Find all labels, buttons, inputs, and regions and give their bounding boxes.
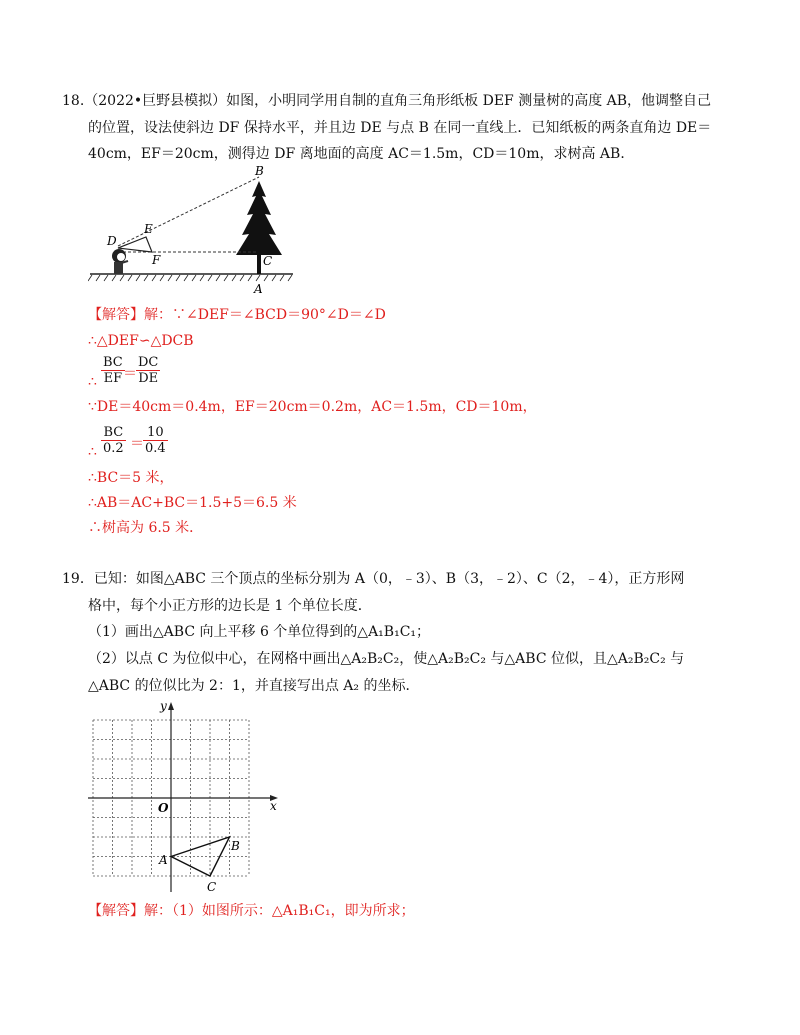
label-C: C xyxy=(263,254,273,268)
fraction-numerator: 10 xyxy=(143,425,168,441)
q18-answer-line-1: 【解答】解：∵∠DEF＝∠BCD＝90°∠D＝∠D xyxy=(88,307,386,323)
q18-line-3: 40cm，EF＝20cm，测得边 DF 离地面的高度 AC＝1.5m，CD＝10m，求树高 AB． xyxy=(88,146,635,162)
vertex-A-label: A xyxy=(159,853,168,867)
q19-line-1: 19．已知：如图△ABC 三个顶点的坐标分别为 A（0，﹣3）、B（3，﹣2）、C（2，﹣4），正方形网 xyxy=(62,571,685,587)
fraction-bc-over-ef xyxy=(101,355,125,386)
x-axis-label: x xyxy=(270,799,277,813)
person-icon xyxy=(112,249,128,274)
equals-sign-2: ＝ xyxy=(130,436,144,452)
fraction-numerator: BC xyxy=(103,355,123,370)
q19-line-2: 格中，每个小正方形的边长是 1 个单位长度． xyxy=(88,598,372,614)
q19-line-5: △ABC 的位似比为 2：1，并直接写出点 A₂ 的坐标． xyxy=(88,678,420,694)
fraction-bc-over-0.2 xyxy=(101,425,126,456)
origin-label: O xyxy=(158,801,169,815)
q19-answer-line-1: 【解答】解：（1）如图所示：△A₁B₁C₁，即为所求； xyxy=(88,903,415,919)
y-axis-label: y xyxy=(160,700,167,713)
label-D: D xyxy=(107,234,117,248)
coordinate-grid-figure xyxy=(88,700,288,895)
fraction-numerator: DC xyxy=(138,355,159,370)
q19-line-4: （2）以点 C 为位似中心，在网格中画出△A₂B₂C₂，使△A₂B₂C₂ 与△ABC 位似，且△A₂B₂C₂ 与 xyxy=(88,651,685,667)
vertex-C-label: C xyxy=(207,880,217,894)
fraction-10-over-0.4 xyxy=(143,425,168,456)
q18-line-2: 的位置，设法使斜边 DF 保持水平，并且边 DE 与点 B 在同一直线上．已知纸板的两条直角边 DE＝ xyxy=(88,120,712,136)
label-B: B xyxy=(255,165,264,178)
q18-answer-line-8: ∴树高为 6.5 米． xyxy=(88,520,204,536)
fraction-numerator: BC xyxy=(101,425,126,441)
vertex-B-label: B xyxy=(231,839,240,853)
therefore-symbol-1: ∴ xyxy=(88,374,97,390)
tree-icon xyxy=(236,181,282,274)
label-E: E xyxy=(144,222,153,236)
fraction-denominator: DE xyxy=(138,371,159,386)
tree-measurement-figure xyxy=(88,165,298,300)
fraction-dc-over-de xyxy=(136,355,160,386)
fraction-denominator: 0.2 xyxy=(103,441,124,456)
q19-line-3: （1）画出△ABC 向上平移 6 个单位得到的△A₁B₁C₁； xyxy=(88,624,431,640)
q18-answer-line-2: ∴△DEF∽△DCB xyxy=(88,333,194,349)
fraction-denominator: 0.4 xyxy=(145,441,166,456)
q18-answer-line-7: ∴AB＝AC+BC＝1.5+5＝6.5 米 xyxy=(88,495,297,511)
q18-answer-line-6: ∴BC＝5 米， xyxy=(88,470,174,486)
label-A: A xyxy=(254,282,263,296)
equals-sign-1: ＝ xyxy=(123,366,137,382)
q18-line-1: 18.（2022•巨野县模拟）如图，小明同学用自制的直角三角形纸板 DEF 测量树的高度 AB，他调整自己 xyxy=(62,93,712,109)
therefore-symbol-2: ∴ xyxy=(88,444,97,460)
fraction-denominator: EF xyxy=(103,371,123,386)
label-F: F xyxy=(152,253,161,267)
q18-answer-line-4: ∵DE＝40cm＝0.4m，EF＝20cm＝0.2m，AC＝1.5m，CD＝10m， xyxy=(88,399,537,415)
